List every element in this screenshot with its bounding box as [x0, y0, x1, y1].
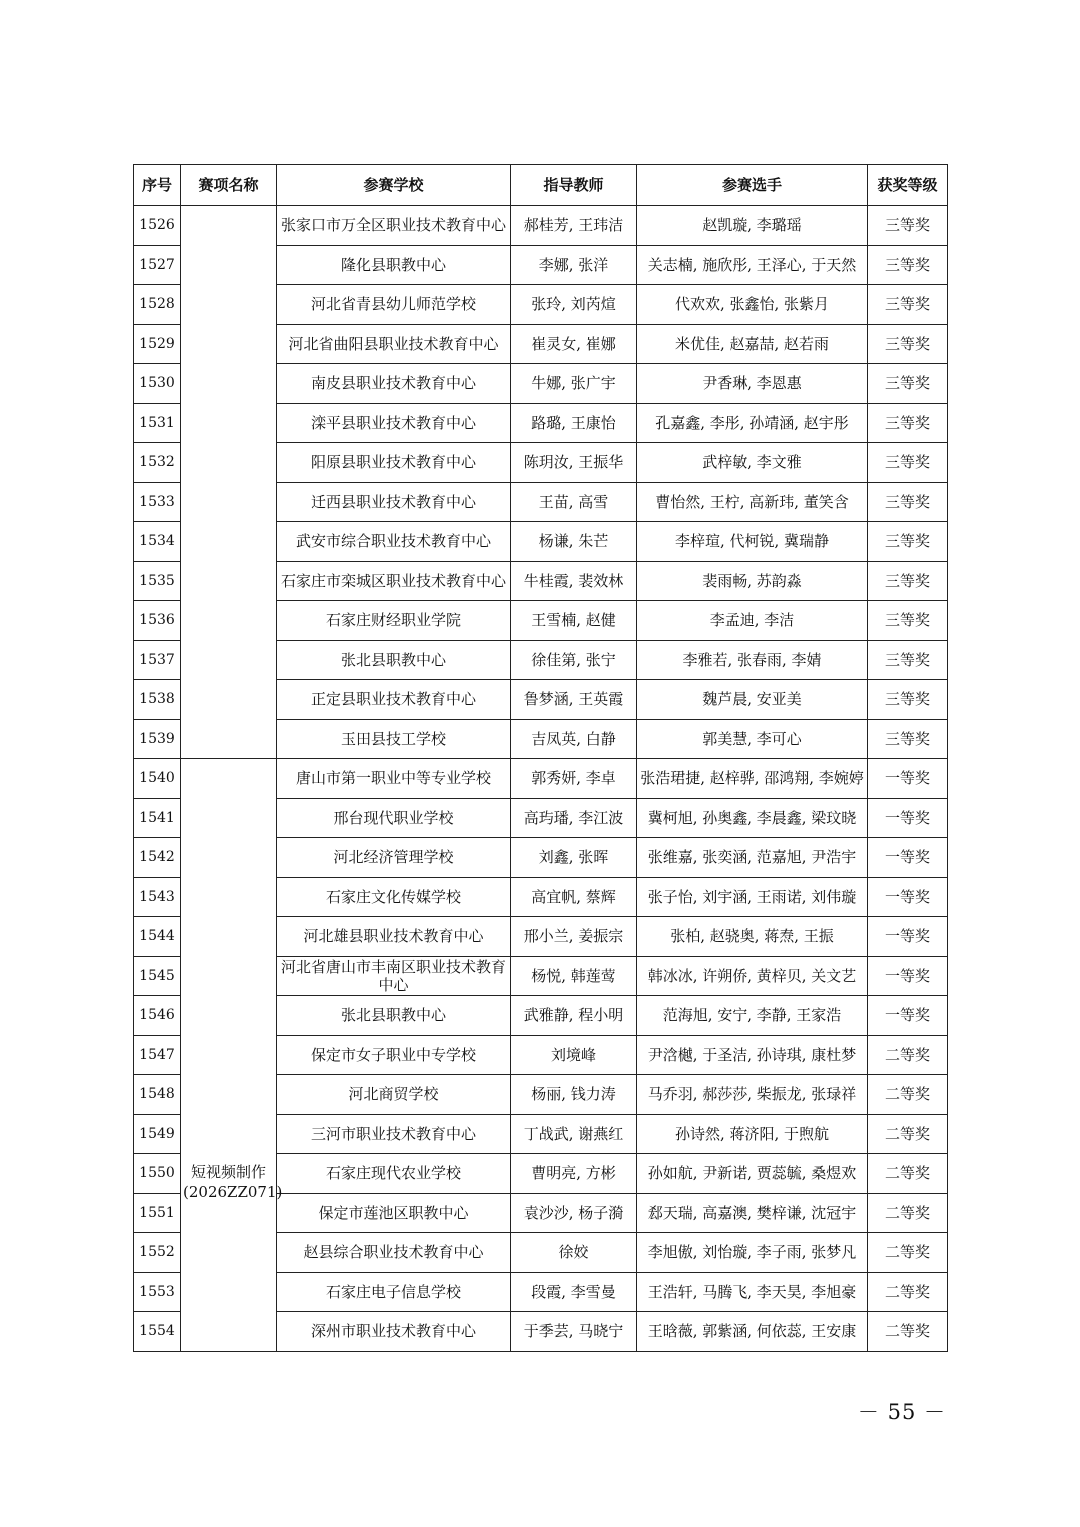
teachers-cell: 杨谦, 朱芒 — [511, 522, 637, 562]
header-students: 参赛选手 — [637, 165, 868, 206]
row-number: 1548 — [134, 1075, 181, 1115]
award-cell: 三等奖 — [868, 443, 948, 483]
students-cell: 孙如航, 尹新诺, 贾蕊毓, 桑煜欢 — [637, 1154, 868, 1194]
row-number: 1544 — [134, 917, 181, 957]
award-cell: 一等奖 — [868, 877, 948, 917]
award-cell: 三等奖 — [868, 245, 948, 285]
award-cell: 一等奖 — [868, 996, 948, 1036]
row-number: 1532 — [134, 443, 181, 483]
school-cell: 迁西县职业技术教育中心 — [277, 482, 511, 522]
row-number: 1537 — [134, 640, 181, 680]
school-cell: 石家庄现代农业学校 — [277, 1154, 511, 1194]
row-number: 1529 — [134, 324, 181, 364]
row-number: 1540 — [134, 759, 181, 799]
event-name-cell: 短视频制作 (2026ZZ071) — [181, 759, 277, 1352]
header-event: 赛项名称 — [181, 165, 277, 206]
award-cell: 二等奖 — [868, 1312, 948, 1352]
award-cell: 一等奖 — [868, 838, 948, 878]
students-cell: 韩冰冰, 许朔侨, 黄梓贝, 关文艺 — [637, 956, 868, 996]
teachers-cell: 崔灵女, 崔娜 — [511, 324, 637, 364]
students-cell: 张子怡, 刘宇涵, 王雨诺, 刘伟璇 — [637, 877, 868, 917]
school-cell: 隆化县职教中心 — [277, 245, 511, 285]
award-cell: 三等奖 — [868, 680, 948, 720]
teachers-cell: 高玙璠, 李江波 — [511, 798, 637, 838]
row-number: 1533 — [134, 482, 181, 522]
school-cell: 河北省青县幼儿师范学校 — [277, 285, 511, 325]
school-cell: 石家庄文化传媒学校 — [277, 877, 511, 917]
students-cell: 赵凯璇, 李璐瑶 — [637, 206, 868, 246]
row-number: 1554 — [134, 1312, 181, 1352]
students-cell: 孙诗然, 蒋济阳, 于煦航 — [637, 1114, 868, 1154]
students-cell: 武梓敏, 李文雅 — [637, 443, 868, 483]
teachers-cell: 徐佳第, 张宁 — [511, 640, 637, 680]
header-teachers: 指导教师 — [511, 165, 637, 206]
students-cell: 张柏, 赵骁奥, 蒋焘, 王振 — [637, 917, 868, 957]
students-cell: 尹浛樾, 于圣洁, 孙诗琪, 康杜梦 — [637, 1035, 868, 1075]
table-body — [134, 206, 948, 1352]
award-cell: 二等奖 — [868, 1193, 948, 1233]
school-cell: 河北省曲阳县职业技术教育中心 — [277, 324, 511, 364]
school-cell: 石家庄市栾城区职业技术教育中心 — [277, 561, 511, 601]
students-cell: 王晗薇, 郭紫涵, 何依蕊, 王安康 — [637, 1312, 868, 1352]
teachers-cell: 刘境峰 — [511, 1035, 637, 1075]
row-number: 1550 — [134, 1154, 181, 1194]
teachers-cell: 曹明亮, 方彬 — [511, 1154, 637, 1194]
school-cell: 张家口市万全区职业技术教育中心 — [277, 206, 511, 246]
teachers-cell: 牛桂霞, 裴效林 — [511, 561, 637, 601]
students-cell: 李雅若, 张春雨, 李婧 — [637, 640, 868, 680]
teachers-cell: 吉凤英, 白静 — [511, 719, 637, 759]
teachers-cell: 李娜, 张洋 — [511, 245, 637, 285]
school-cell: 张北县职教中心 — [277, 996, 511, 1036]
row-number: 1526 — [134, 206, 181, 246]
school-cell: 唐山市第一职业中等专业学校 — [277, 759, 511, 799]
table-row — [134, 759, 948, 799]
row-number: 1535 — [134, 561, 181, 601]
award-cell: 一等奖 — [868, 798, 948, 838]
row-number: 1530 — [134, 364, 181, 404]
teachers-cell: 杨悦, 韩莲莺 — [511, 956, 637, 996]
teachers-cell: 袁沙沙, 杨子漪 — [511, 1193, 637, 1233]
school-cell: 深州市职业技术教育中心 — [277, 1312, 511, 1352]
row-number: 1547 — [134, 1035, 181, 1075]
students-cell: 孔嘉鑫, 李彤, 孙靖涵, 赵宇彤 — [637, 403, 868, 443]
teachers-cell: 邢小兰, 姜振宗 — [511, 917, 637, 957]
teachers-cell: 于季芸, 马晓宁 — [511, 1312, 637, 1352]
teachers-cell: 武雅静, 程小明 — [511, 996, 637, 1036]
award-cell: 三等奖 — [868, 719, 948, 759]
award-cell: 三等奖 — [868, 522, 948, 562]
school-cell: 河北商贸学校 — [277, 1075, 511, 1115]
students-cell: 米优佳, 赵嘉喆, 赵若雨 — [637, 324, 868, 364]
award-cell: 三等奖 — [868, 601, 948, 641]
award-cell: 三等奖 — [868, 324, 948, 364]
school-cell: 三河市职业技术教育中心 — [277, 1114, 511, 1154]
row-number: 1527 — [134, 245, 181, 285]
page-number: － 55 － — [857, 1400, 946, 1424]
row-number: 1546 — [134, 996, 181, 1036]
school-cell: 玉田县技工学校 — [277, 719, 511, 759]
row-number: 1552 — [134, 1233, 181, 1273]
row-number: 1549 — [134, 1114, 181, 1154]
students-cell: 郭美慧, 李可心 — [637, 719, 868, 759]
row-number: 1542 — [134, 838, 181, 878]
school-cell: 滦平县职业技术教育中心 — [277, 403, 511, 443]
teachers-cell: 刘鑫, 张晖 — [511, 838, 637, 878]
school-cell: 邢台现代职业学校 — [277, 798, 511, 838]
students-cell: 李梓瑄, 代柯锐, 冀瑞静 — [637, 522, 868, 562]
students-cell: 马乔羽, 郝莎莎, 柴振龙, 张琭祥 — [637, 1075, 868, 1115]
teachers-cell: 牛娜, 张广宇 — [511, 364, 637, 404]
students-cell: 郄天瑞, 高嘉澳, 樊梓谦, 沈冠宇 — [637, 1193, 868, 1233]
row-number: 1534 — [134, 522, 181, 562]
award-cell: 一等奖 — [868, 917, 948, 957]
row-number: 1553 — [134, 1272, 181, 1312]
teachers-cell: 高宜帆, 蔡辉 — [511, 877, 637, 917]
students-cell: 曹怡然, 王柠, 高新玮, 董笑含 — [637, 482, 868, 522]
teachers-cell: 张玲, 刘芮煊 — [511, 285, 637, 325]
school-cell: 保定市女子职业中专学校 — [277, 1035, 511, 1075]
teachers-cell: 陈玥汝, 王振华 — [511, 443, 637, 483]
row-number: 1551 — [134, 1193, 181, 1233]
row-number: 1543 — [134, 877, 181, 917]
students-cell: 代欢欢, 张鑫怡, 张紫月 — [637, 285, 868, 325]
teachers-cell: 丁战武, 谢燕红 — [511, 1114, 637, 1154]
header-row — [134, 165, 948, 206]
school-cell: 赵县综合职业技术教育中心 — [277, 1233, 511, 1273]
award-cell: 三等奖 — [868, 403, 948, 443]
teachers-cell: 郝桂芳, 王玮洁 — [511, 206, 637, 246]
table-row — [134, 206, 948, 246]
award-cell: 二等奖 — [868, 1233, 948, 1273]
row-number: 1538 — [134, 680, 181, 720]
award-cell: 三等奖 — [868, 640, 948, 680]
students-cell: 范海旭, 安宁, 李静, 王家浩 — [637, 996, 868, 1036]
header-award: 获奖等级 — [868, 165, 948, 206]
students-cell: 裴雨畅, 苏韵淼 — [637, 561, 868, 601]
school-cell: 正定县职业技术教育中心 — [277, 680, 511, 720]
teachers-cell: 鲁梦涵, 王英霞 — [511, 680, 637, 720]
header-school: 参赛学校 — [277, 165, 511, 206]
award-cell: 二等奖 — [868, 1114, 948, 1154]
school-cell: 保定市莲池区职教中心 — [277, 1193, 511, 1233]
students-cell: 冀柯旭, 孙奥鑫, 李晨鑫, 梁玟晓 — [637, 798, 868, 838]
students-cell: 魏芦晨, 安亚美 — [637, 680, 868, 720]
award-cell: 三等奖 — [868, 285, 948, 325]
award-cell: 二等奖 — [868, 1272, 948, 1312]
students-cell: 尹香琳, 李恩惠 — [637, 364, 868, 404]
row-number: 1545 — [134, 956, 181, 996]
school-cell: 石家庄电子信息学校 — [277, 1272, 511, 1312]
teachers-cell: 王苗, 高雪 — [511, 482, 637, 522]
teachers-cell: 徐姣 — [511, 1233, 637, 1273]
students-cell: 李旭傲, 刘怡璇, 李子雨, 张梦凡 — [637, 1233, 868, 1273]
students-cell: 张维嘉, 张奕涵, 范嘉旭, 尹浩宇 — [637, 838, 868, 878]
award-cell: 三等奖 — [868, 482, 948, 522]
teachers-cell: 段霞, 李雪曼 — [511, 1272, 637, 1312]
teachers-cell: 路璐, 王康怡 — [511, 403, 637, 443]
school-cell: 武安市综合职业技术教育中心 — [277, 522, 511, 562]
school-cell: 阳原县职业技术教育中心 — [277, 443, 511, 483]
header-no: 序号 — [134, 165, 181, 206]
award-table — [133, 164, 948, 1352]
row-number: 1541 — [134, 798, 181, 838]
teachers-cell: 郭秀妍, 李卓 — [511, 759, 637, 799]
award-cell: 一等奖 — [868, 759, 948, 799]
award-cell: 三等奖 — [868, 561, 948, 601]
school-cell: 河北省唐山市丰南区职业技术教育中心 — [277, 956, 511, 996]
students-cell: 王浩轩, 马腾飞, 李天昊, 李旭豪 — [637, 1272, 868, 1312]
school-cell: 南皮县职业技术教育中心 — [277, 364, 511, 404]
row-number: 1531 — [134, 403, 181, 443]
teachers-cell: 杨丽, 钱力涛 — [511, 1075, 637, 1115]
award-cell: 三等奖 — [868, 206, 948, 246]
school-cell: 石家庄财经职业学院 — [277, 601, 511, 641]
students-cell: 李孟迪, 李洁 — [637, 601, 868, 641]
award-cell: 二等奖 — [868, 1154, 948, 1194]
school-cell: 河北经济管理学校 — [277, 838, 511, 878]
row-number: 1539 — [134, 719, 181, 759]
row-number: 1528 — [134, 285, 181, 325]
school-cell: 张北县职教中心 — [277, 640, 511, 680]
award-cell: 三等奖 — [868, 364, 948, 404]
students-cell: 张浩珺捷, 赵梓骅, 邵鸿翔, 李婉婷 — [637, 759, 868, 799]
students-cell: 关志楠, 施欣彤, 王泽心, 于天然 — [637, 245, 868, 285]
award-cell: 二等奖 — [868, 1075, 948, 1115]
school-cell: 河北雄县职业技术教育中心 — [277, 917, 511, 957]
row-number: 1536 — [134, 601, 181, 641]
teachers-cell: 王雪楠, 赵健 — [511, 601, 637, 641]
award-cell: 二等奖 — [868, 1035, 948, 1075]
event-name-cell — [181, 206, 277, 759]
award-cell: 一等奖 — [868, 956, 948, 996]
